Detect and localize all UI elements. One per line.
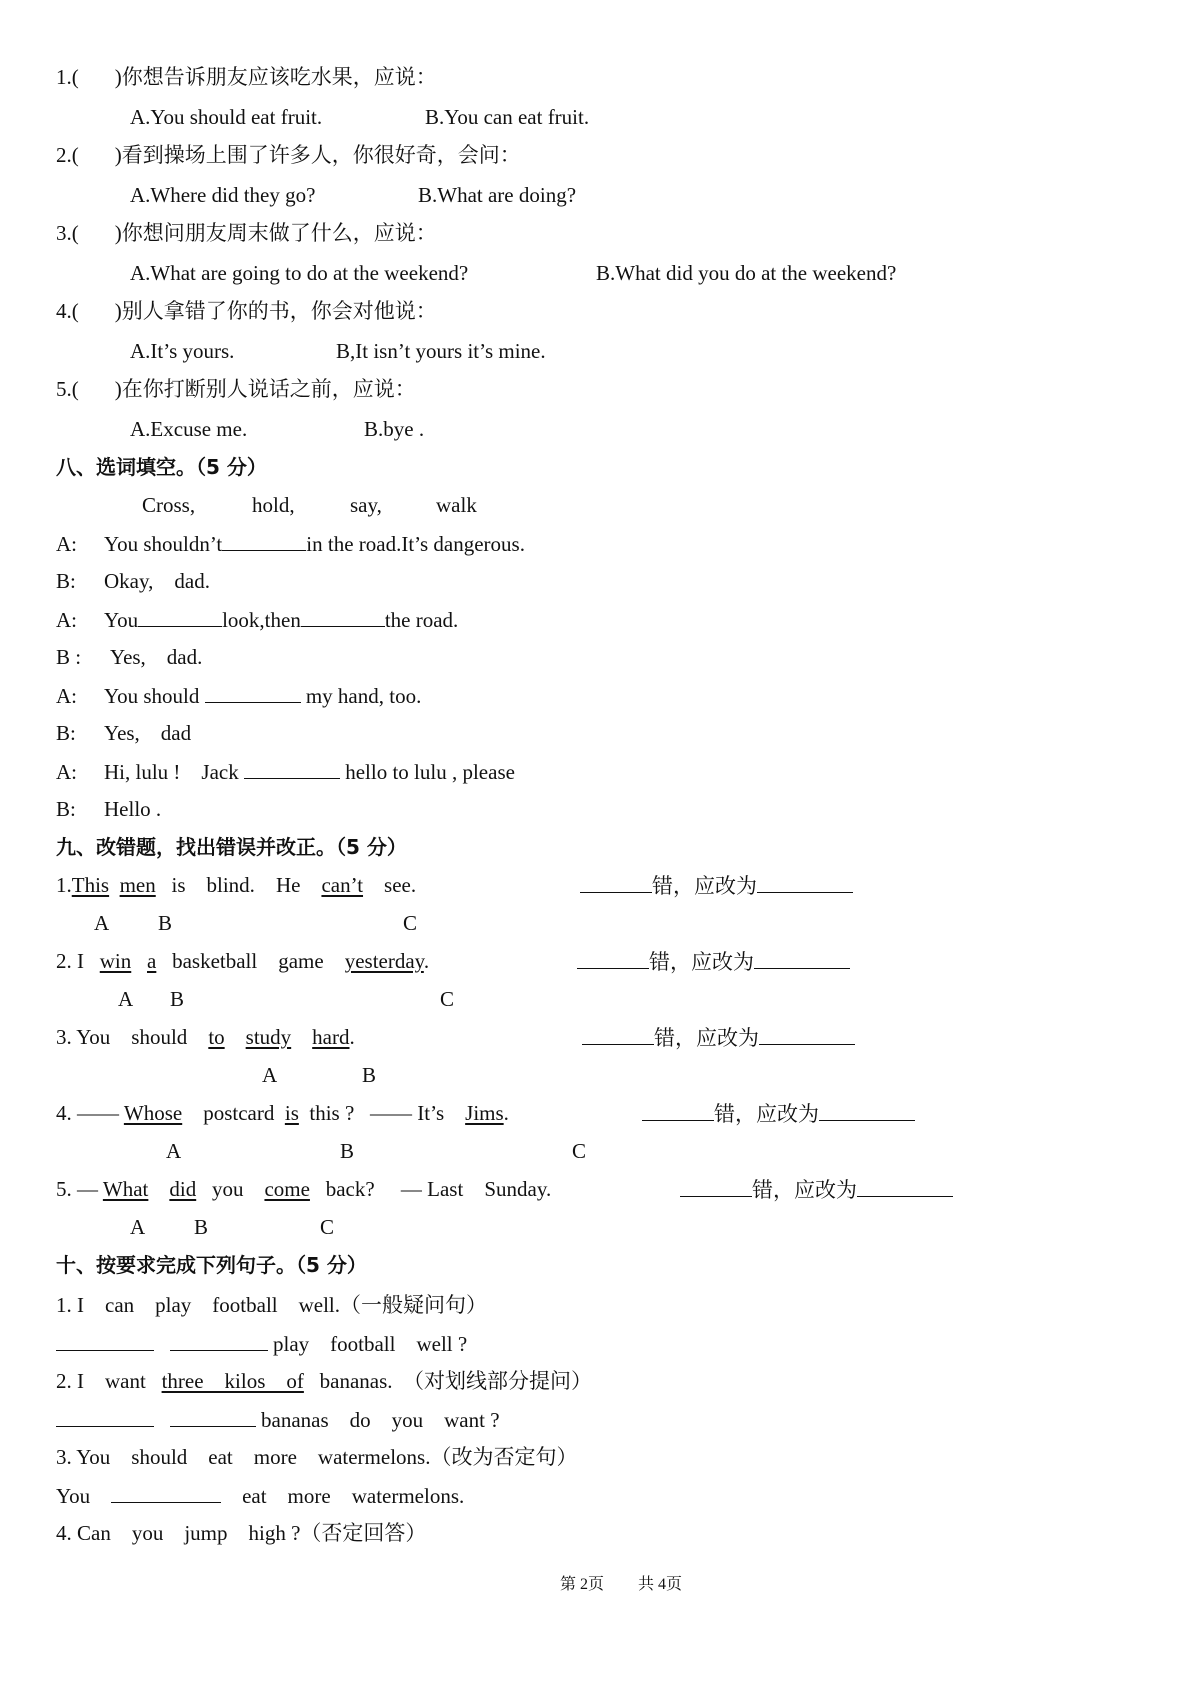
q9-5-answer: 错，应改为 [680,1176,953,1203]
q9-4-label-c: C [572,1139,587,1163]
word-bank-4: walk [436,493,477,517]
q9-1-label-b: B [158,911,173,935]
q10-2: 2. I want three kilos of bananas. （对划线部分提问） [56,1369,593,1393]
dialog-line-3: A: You look,then the road. [56,608,459,632]
answer-blank[interactable] [301,606,385,627]
q9-5-label-b: B [194,1215,209,1239]
q7-2-option-b: B.What are doing? [418,183,577,207]
q7-4-option-b: B,It isn’t yours it’s mine. [336,339,546,363]
q9-1-label-a: A [94,911,110,935]
q10-1: 1. I can play football well.（一般疑问句） [56,1293,488,1317]
q9-2-sentence: 2. I win a basketball game yesterday. [56,949,430,973]
answer-blank[interactable] [757,872,853,893]
answer-blank[interactable] [642,1100,714,1121]
answer-blank[interactable] [759,1024,855,1045]
q10-4: 4. Can you jump high ?（否定回答） [56,1521,427,1545]
answer-blank[interactable] [205,682,301,703]
answer-blank[interactable] [170,1406,256,1427]
q9-3-label-b: B [362,1063,377,1087]
q9-2-label-a: A [118,987,134,1011]
q9-3-answer: 错，应改为 [582,1024,855,1051]
q7-3-option-b: B.What did you do at the weekend? [596,261,897,285]
q10-3: 3. You should eat more watermelons.（改为否定句） [56,1445,578,1469]
answer-blank[interactable] [819,1100,915,1121]
q9-4-sentence: 4. —— Whose postcard is this ? —— It’s Jims. [56,1101,509,1125]
answer-blank[interactable] [111,1482,221,1503]
q7-2-line: 2.( )看到操场上围了许多人，你很好奇，会问： [56,143,521,167]
answer-blank[interactable] [56,1406,154,1427]
word-bank-2: hold, [252,493,295,517]
footer-page-number: 第 2页 [560,1576,605,1593]
q7-3-option-a: A.What are going to do at the weekend? [130,261,469,285]
q9-1-answer: 错，应改为 [580,872,853,899]
answer-blank[interactable] [754,948,850,969]
answer-blank[interactable] [680,1176,752,1197]
dialog-line-1: A: You shouldn’t in the road.It’s dangerous. [56,532,525,556]
word-bank-3: say, [350,493,382,517]
q7-1-option-b: B.You can eat fruit. [425,105,590,129]
q7-1-line: 1.( )你想告诉朋友应该吃水果，应说： [56,65,437,89]
q7-4-line: 4.( )别人拿错了你的书，你会对他说： [56,299,437,323]
q10-1-answer: play football well ? [56,1330,467,1357]
q9-5-label-c: C [320,1215,335,1239]
footer-page-total: 共 4页 [638,1576,683,1593]
q9-2-label-c: C [440,987,455,1011]
section-8-title: 八、选词填空。（5 分） [56,455,267,479]
q7-5-line: 5.( )在你打断别人说话之前，应说： [56,377,416,401]
answer-blank[interactable] [577,948,649,969]
dialog-line-8: B: Hello . [56,797,162,821]
q7-2-option-a: A.Where did they go? [130,183,316,207]
dialog-line-5: A: You should my hand, too. [56,684,422,708]
q7-3-line: 3.( )你想问朋友周末做了什么，应说： [56,221,437,245]
answer-blank[interactable] [138,606,222,627]
q9-1-sentence: 1.This men is blind. He can’t see. [56,873,417,897]
q9-4-answer: 错，应改为 [642,1100,915,1127]
q7-5-option-b: B.bye . [364,417,425,441]
answer-blank[interactable] [170,1330,268,1351]
q9-4-label-a: A [166,1139,182,1163]
answer-blank[interactable] [56,1330,154,1351]
q10-3-answer: You eat more watermelons. [56,1484,465,1508]
q7-4-option-a: A.It’s yours. [130,339,235,363]
dialog-line-4: B : Yes, dad. [56,645,203,669]
answer-blank[interactable] [222,530,306,551]
q10-2-answer: bananas do you want ? [56,1406,500,1433]
q9-2-label-b: B [170,987,185,1011]
q9-5-sentence: 5. — What did you come back? — Last Sunday. [56,1177,552,1201]
section-9-title: 九、改错题，找出错误并改正。（5 分） [56,835,407,859]
q9-2-answer: 错，应改为 [577,948,850,975]
q9-5-label-a: A [130,1215,146,1239]
q7-1-option-a: A.You should eat fruit. [130,105,323,129]
q9-3-label-a: A [262,1063,278,1087]
answer-blank[interactable] [244,758,340,779]
word-bank-1: Cross, [142,493,196,517]
section-10-title: 十、按要求完成下列句子。（5 分） [56,1253,367,1277]
q9-3-sentence: 3. You should to study hard. [56,1025,355,1049]
q9-4-label-b: B [340,1139,355,1163]
dialog-line-6: B: Yes, dad [56,721,192,745]
dialog-line-2: B: Okay, dad. [56,569,210,593]
q7-5-option-a: A.Excuse me. [130,417,248,441]
q9-1-label-c: C [403,911,418,935]
answer-blank[interactable] [857,1176,953,1197]
answer-blank[interactable] [580,872,652,893]
answer-blank[interactable] [582,1024,654,1045]
dialog-line-7: A: Hi, lulu ! Jack hello to lulu , please [56,760,515,784]
